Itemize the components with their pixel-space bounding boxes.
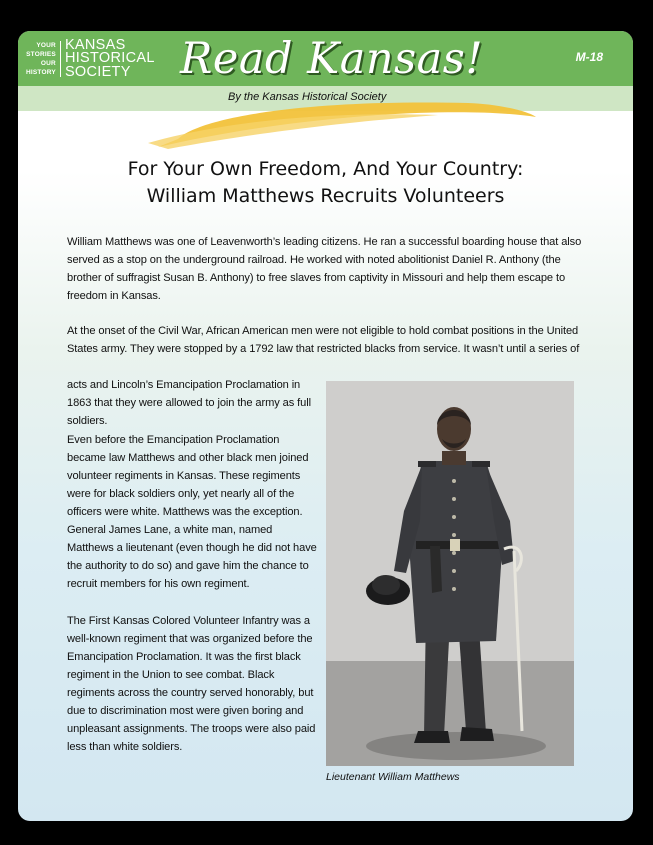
paragraph-2-first-part: At the onset of the Civil War, African American men were not eligible to hold combat positions in the United States army. They were stopped by a 1792 law that restricted blacks from service. It wasn’t until a series of	[67, 325, 580, 355]
logo-wordmark-line: SOCIETY	[64, 63, 131, 80]
paragraph-3: Even before the Emancipation Proclamation became law Matthews and other black men joined volunteer regiments in Kansas. These regiments were for black soldiers only, yet nearly all of the officers were white. Matthews was the exception. General James Lane, a white man, named Matthews a lieutenant (even though he did not have the authority to do so) and gave him the chance to recruit members for his own regiment.	[67, 434, 317, 590]
portrait-photo	[326, 381, 574, 766]
logo-tagline-line: HISTORY	[26, 69, 56, 76]
article-title	[18, 156, 633, 210]
issue-code: M-18	[575, 50, 603, 64]
byline: By the Kansas Historical Society	[228, 91, 387, 103]
paragraph-2-second-part: acts and Lincoln’s Emancipation Proclamation in 1863 that they were allowed to join the army as full soldiers.	[67, 379, 311, 427]
logo-wordmark-line: KANSAS	[64, 36, 126, 53]
logo-tagline	[26, 41, 61, 77]
logo-wordmark-line: HISTORICAL	[64, 50, 155, 67]
logo-tagline-line: STORIES	[26, 51, 56, 58]
paragraph-4: The First Kansas Colored Volunteer Infantry was a well-known regiment that was organized before the Emancipation Proclamation. It was the first black regiment in the Union to see combat. Black regiments across the country served honorably, but due to discrimination most were given boring and unpleasant assignments. The troops were also paid less than white soldiers.	[67, 615, 316, 753]
logo-tagline-line: YOUR	[36, 42, 56, 49]
logo-tagline-line: OUR	[40, 60, 56, 67]
soldier-figure-illustration	[326, 381, 574, 766]
article-title-line-1: For Your Own Freedom, And Your Country:	[127, 158, 524, 180]
logo-wordmark	[64, 36, 155, 80]
masthead-title: Read Kansas!	[180, 34, 484, 84]
paragraph-1: William Matthews was one of Leavenworth’s leading citizens. He ran a successful boarding house that also served as a stop on the underground railroad. He worked with noted abolitionist Daniel R. Anthony (the brother of suffragist Susan B. Anthony) to free slaves from captivity in Missouri and help them escape to freedom in Kansas.	[67, 236, 582, 302]
photo-caption: Lieutenant William Matthews	[326, 771, 460, 783]
kansas-historical-society-logo	[26, 37, 155, 81]
worksheet-page	[18, 31, 633, 821]
article-title-line-2: William Matthews Recruits Volunteers	[146, 185, 505, 207]
